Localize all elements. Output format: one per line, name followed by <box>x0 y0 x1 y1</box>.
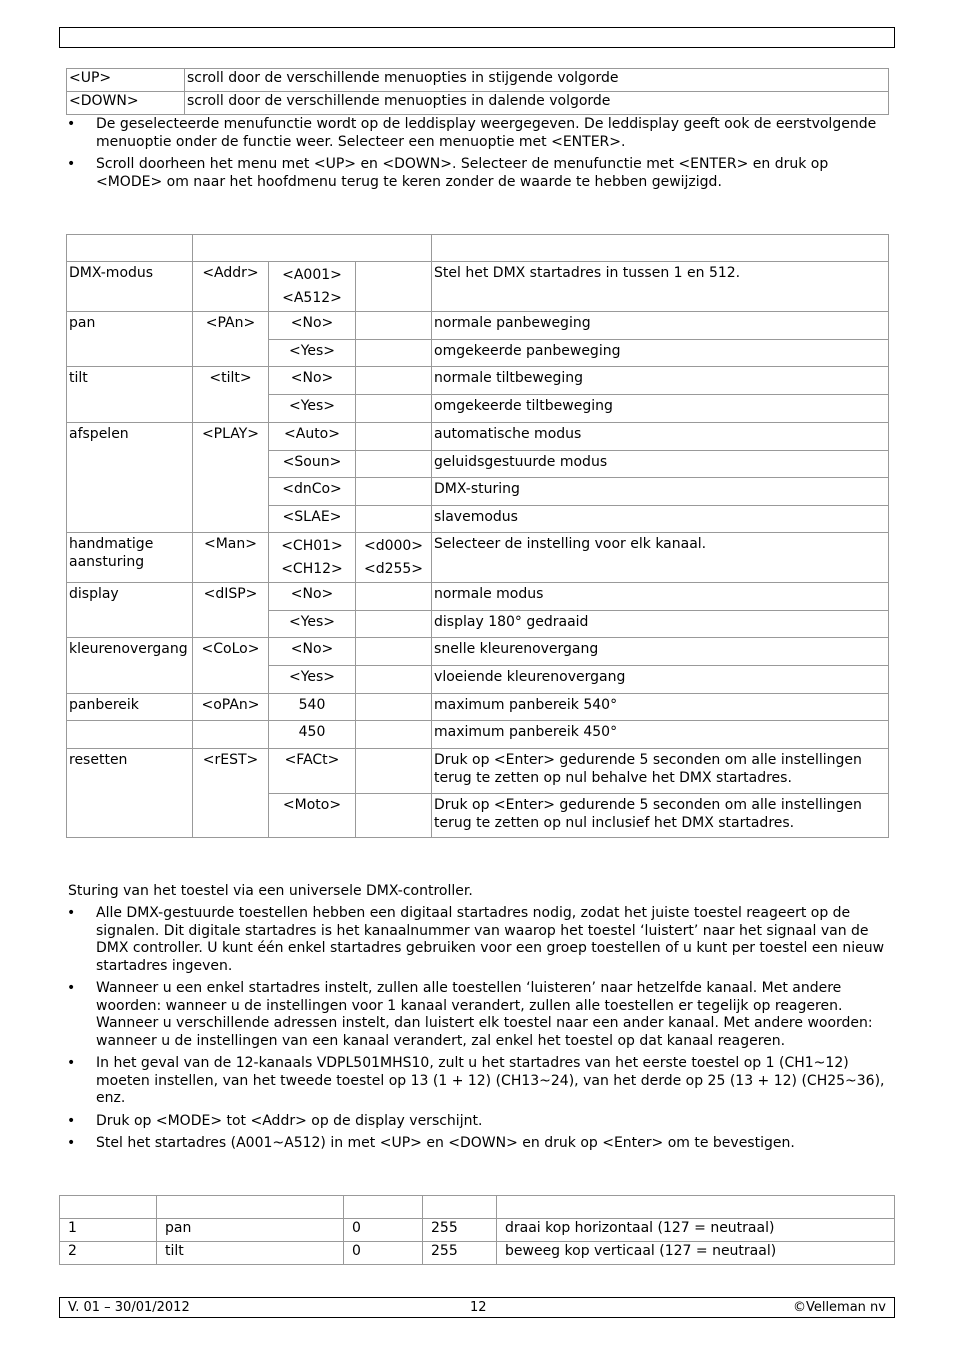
desc-cell: Selecteer de instelling voor elk kanaal. <box>432 533 889 583</box>
desc-cell: Druk op <Enter> gedurende 5 seconden om alle instellingen terug te zetten op nul inclusief het DMX startadres. <box>432 794 889 838</box>
header-cell-empty <box>497 1196 895 1219</box>
sub-value-cell <box>356 506 432 533</box>
header-cell-empty <box>344 1196 423 1219</box>
desc-cell: DMX-sturing <box>432 478 889 506</box>
value-cell: <A512> <box>282 290 342 306</box>
code-cell: <Addr> <box>193 262 269 312</box>
list-item: • Wanneer u een enkel startadres instelt, zullen alle toestellen ‘luisteren’ naar hetzelfde kanaal. Met andere woorden: wanneer u de instellingen voor 1 kanaal verandert, zullen alle toestellen er tegelijk op reageren. Wanneer u verschillende adressen instelt, dan luistert elk toestel naar een ander kanaal. Met andere woorden: wanneer u de instellingen van een kanaal verandert, zal enkel het toestel op dat kanaal reageren. <box>59 980 889 1050</box>
sub-value-cell <box>356 721 432 749</box>
channels-table <box>59 1195 895 1265</box>
table-row <box>60 1242 895 1265</box>
code-cell: <tilt> <box>193 367 269 423</box>
bullet-list-dmx <box>59 905 889 1153</box>
desc-cell: display 180° gedraaid <box>432 611 889 638</box>
value-cell: <CH01> <box>281 538 343 554</box>
value-cell: <A001> <box>282 267 342 283</box>
table-row <box>67 721 889 749</box>
key-desc-cell: scroll door de verschillende menuopties in stijgende volgorde <box>185 69 889 92</box>
desc-cell: maximum panbereik 450° <box>432 721 889 749</box>
page-footer <box>59 1297 895 1318</box>
desc-cell: normale modus <box>432 583 889 611</box>
list-item: • Stel het startadres (A001~A512) in met <UP> en <DOWN> en druk op <Enter> om te bevestigen. <box>59 1135 889 1153</box>
channel-max: 255 <box>423 1219 497 1242</box>
table-row <box>60 1219 895 1242</box>
func-cell: afspelen <box>67 423 193 533</box>
channel-name: pan <box>157 1219 344 1242</box>
table-row <box>67 92 889 115</box>
code-cell: <PAn> <box>193 312 269 367</box>
header-cell-empty <box>432 235 889 262</box>
code-cell: <oPAn> <box>193 694 269 721</box>
key-cell: <UP> <box>67 69 185 92</box>
header-cell-empty <box>157 1196 344 1219</box>
code-cell: <dISP> <box>193 583 269 638</box>
value-cell: 540 <box>269 694 356 721</box>
func-cell: handmatige aansturing <box>67 533 193 583</box>
sub-value-cell <box>356 262 432 312</box>
sub-value-cell <box>356 749 432 794</box>
value-cell: <SLAE> <box>269 506 356 533</box>
func-cell: tilt <box>67 367 193 423</box>
sub-value-cell <box>356 312 432 340</box>
sub-value-cell <box>356 694 432 721</box>
channel-desc: draai kop horizontaal (127 = neutraal) <box>497 1219 895 1242</box>
value-cell: <No> <box>269 312 356 340</box>
desc-cell: normale tiltbeweging <box>432 367 889 395</box>
desc-cell: Druk op <Enter> gedurende 5 seconden om alle instellingen terug te zetten op nul behalve het DMX startadres. <box>432 749 889 794</box>
value-cell: <Yes> <box>269 666 356 694</box>
func-cell: display <box>67 583 193 638</box>
desc-cell: maximum panbereik 540° <box>432 694 889 721</box>
sub-value-cell <box>356 794 432 838</box>
channel-number: 1 <box>60 1219 157 1242</box>
header-cell-empty <box>193 235 432 262</box>
list-item: • Scroll doorheen het menu met <UP> en <DOWN>. Selecteer de menufunctie met <ENTER> en druk op <MODE> om naar het hoofdmenu terug te keren zonder de waarde te hebben gewijzigd. <box>59 156 889 191</box>
value-cell: <dnCo> <box>269 478 356 506</box>
func-cell <box>67 721 193 749</box>
value-cell: <Yes> <box>269 611 356 638</box>
sub-value-cell: <d000> <box>363 538 424 554</box>
code-cell <box>193 721 269 749</box>
func-cell: panbereik <box>67 694 193 721</box>
value-cell: <FACt> <box>269 749 356 794</box>
sub-value-cell <box>356 611 432 638</box>
value-cell: <Auto> <box>269 423 356 451</box>
func-cell: resetten <box>67 749 193 838</box>
table-row <box>67 533 889 583</box>
sub-value-cell <box>356 451 432 478</box>
code-cell: <Man> <box>193 533 269 583</box>
list-item: • Druk op <MODE> tot <Addr> op de display verschijnt. <box>59 1113 889 1131</box>
sub-value-cell <box>356 583 432 611</box>
bullet-list-menu <box>59 116 889 191</box>
table-row <box>67 367 889 395</box>
channel-max: 255 <box>423 1242 497 1265</box>
table-row <box>67 583 889 611</box>
desc-cell: Stel het DMX startadres in tussen 1 en 512. <box>432 262 889 312</box>
func-cell: DMX-modus <box>67 262 193 312</box>
value-cell: <No> <box>269 367 356 395</box>
table-row <box>67 262 889 312</box>
table-row <box>67 423 889 451</box>
func-cell: pan <box>67 312 193 367</box>
page-header-box <box>59 27 895 48</box>
desc-cell: omgekeerde tiltbeweging <box>432 395 889 423</box>
code-cell: <PLAY> <box>193 423 269 533</box>
value-cell: <Yes> <box>269 395 356 423</box>
footer-page-number: 12 <box>470 1300 487 1315</box>
desc-cell: normale panbeweging <box>432 312 889 340</box>
key-desc-cell: scroll door de verschillende menuopties in dalende volgorde <box>185 92 889 115</box>
value-cell: <CH12> <box>281 561 343 577</box>
func-cell: kleurenovergang <box>67 638 193 694</box>
value-cell: <No> <box>269 583 356 611</box>
sub-value-cell <box>356 423 432 451</box>
code-cell: <CoLo> <box>193 638 269 694</box>
desc-cell: vloeiende kleurenovergang <box>432 666 889 694</box>
sub-value-cell <box>356 638 432 666</box>
channel-number: 2 <box>60 1242 157 1265</box>
table-row <box>67 69 889 92</box>
desc-cell: automatische modus <box>432 423 889 451</box>
header-cell-empty <box>67 235 193 262</box>
channel-min: 0 <box>344 1219 423 1242</box>
menu-table <box>66 234 889 838</box>
value-cell: 450 <box>269 721 356 749</box>
value-cell: <Moto> <box>269 794 356 838</box>
channel-desc: beweeg kop verticaal (127 = neutraal) <box>497 1242 895 1265</box>
list-item: • In het geval van de 12-kanaals VDPL501MHS10, zult u het startadres van het eerste toestel op 1 (CH1~12) moeten instellen, van het tweede toestel op 13 (1 + 12) (CH13~24), van het derde op 25 (13 + 12) (CH25~36), enz. <box>59 1055 889 1108</box>
table-header-row <box>67 235 889 262</box>
channel-min: 0 <box>344 1242 423 1265</box>
sub-value-cell <box>356 395 432 423</box>
sub-value-cell <box>356 666 432 694</box>
sub-value-cell: <d255> <box>363 561 424 577</box>
list-item: • Alle DMX-gestuurde toestellen hebben een digitaal startadres nodig, zodat het juiste toestel reageert op de signalen. Dit digitale startadres is het kanaalnummer van waarop het toestel ‘luistert’ naar het signaal van de DMX controller. U kunt één enkel startadres gebruiken voor een groep toestellen of u kunt per toestel een nieuw startadres ingeven. <box>59 905 889 975</box>
list-item: • De geselecteerde menufunctie wordt op de leddisplay weergegeven. De leddisplay geeft ook de eerstvolgende menuoptie onder de functie weer. Selecteer een menuoptie met <ENTER>. <box>59 116 889 151</box>
footer-version: V. 01 – 30/01/2012 <box>68 1300 190 1315</box>
code-cell: <rEST> <box>193 749 269 838</box>
footer-copyright: ©Velleman nv <box>792 1300 886 1315</box>
value-cell: <Soun> <box>269 451 356 478</box>
header-cell-empty <box>60 1196 157 1219</box>
table-row <box>67 312 889 340</box>
header-cell-empty <box>423 1196 497 1219</box>
key-cell: <DOWN> <box>67 92 185 115</box>
table-header-row <box>60 1196 895 1219</box>
sub-value-cell <box>356 367 432 395</box>
dmx-intro-text: Sturing van het toestel via een universele DMX-controller. <box>68 883 473 899</box>
channel-name: tilt <box>157 1242 344 1265</box>
sub-value-cell <box>356 340 432 367</box>
table-row <box>67 694 889 721</box>
desc-cell: geluidsgestuurde modus <box>432 451 889 478</box>
desc-cell: slavemodus <box>432 506 889 533</box>
sub-value-cell <box>356 478 432 506</box>
keys-table <box>66 68 889 115</box>
value-cell: <No> <box>269 638 356 666</box>
desc-cell: omgekeerde panbeweging <box>432 340 889 367</box>
table-row <box>67 749 889 794</box>
table-row <box>67 638 889 666</box>
desc-cell: snelle kleurenovergang <box>432 638 889 666</box>
value-cell: <Yes> <box>269 340 356 367</box>
